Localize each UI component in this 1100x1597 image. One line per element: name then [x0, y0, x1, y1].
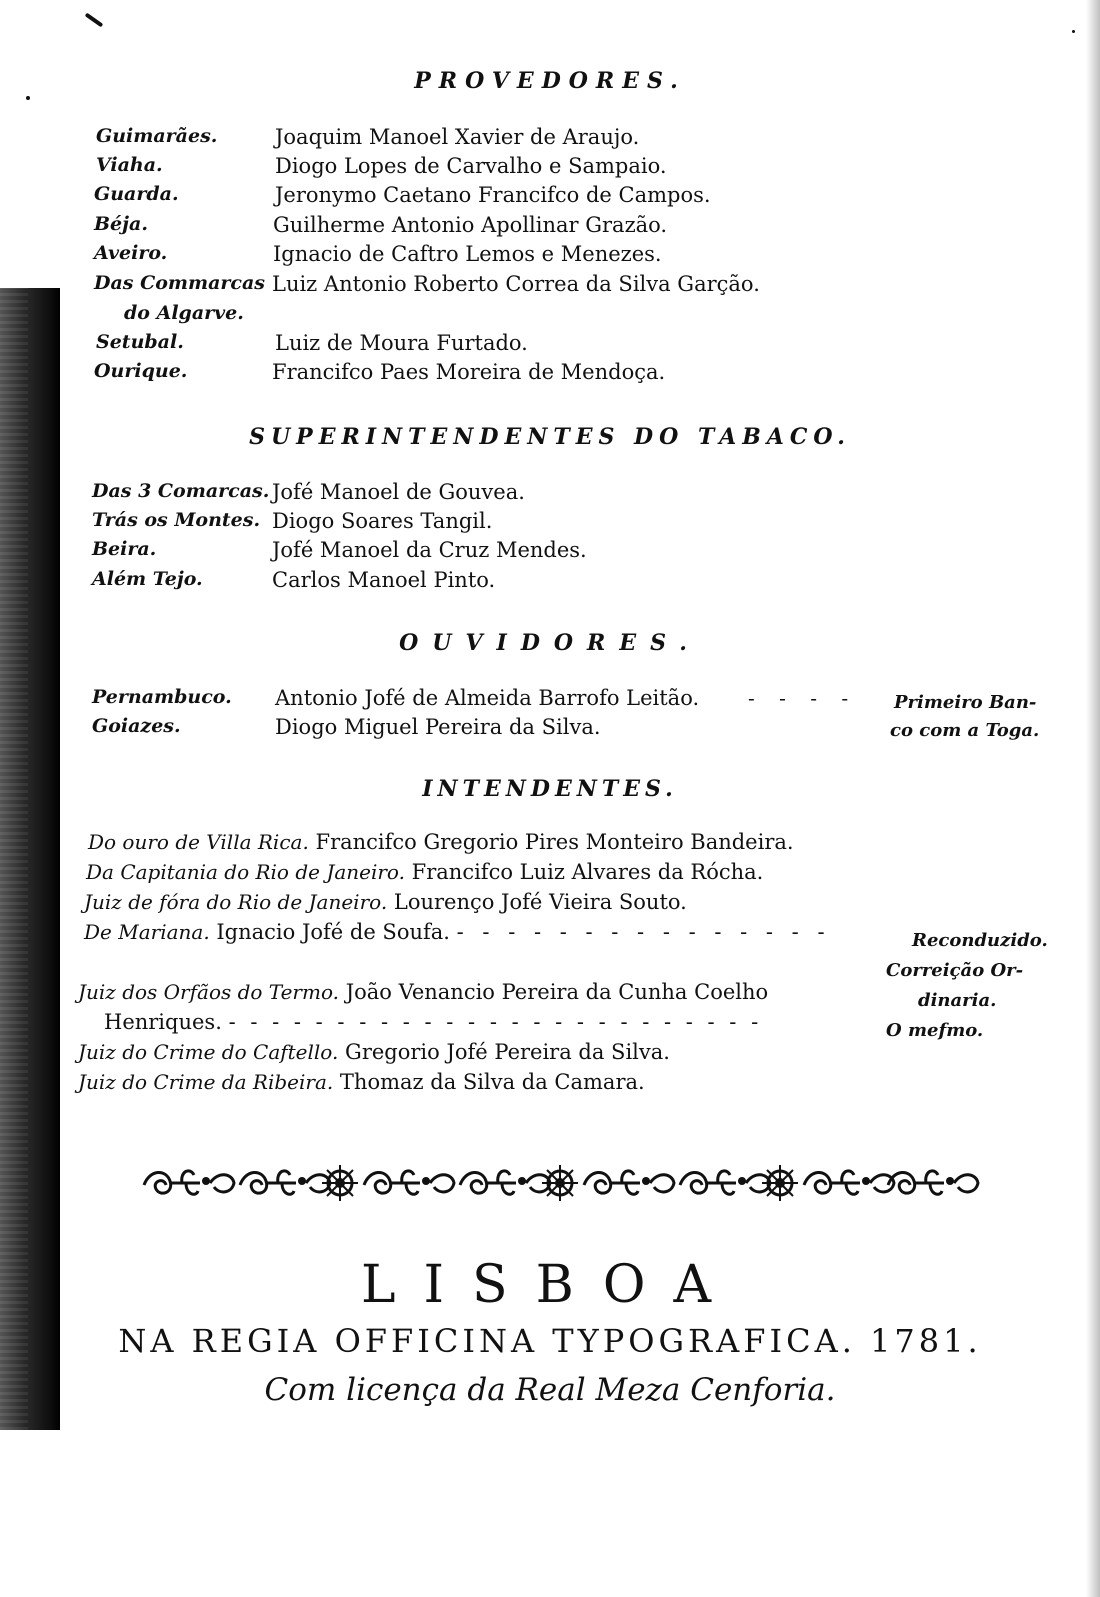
list-item	[78, 1070, 645, 1094]
district-label: Aveiro.	[94, 242, 168, 264]
district-label: Trás os Montes.	[92, 509, 261, 531]
section-heading-superintendentes: SUPERINTENDENTES DO TABACO.	[249, 424, 851, 450]
official-name: Jeronymo Caetano Francifco de Campos.	[275, 183, 711, 207]
official-name: Henriques.	[104, 1010, 222, 1034]
margin-note: dinaria.	[918, 990, 997, 1011]
list-item	[78, 980, 768, 1004]
official-name: Guilherme Antonio Apollinar Grazão.	[273, 213, 668, 237]
official-name: Jofé Manoel da Cruz Mendes.	[272, 538, 587, 562]
district-label: Setubal.	[96, 331, 184, 353]
district-label: Guarda.	[94, 183, 179, 205]
list-item	[84, 890, 687, 914]
leader-dots: - - - - - - - - - - - - - - - - - - - - - - - - -	[228, 1010, 763, 1034]
imprint-city: LISBOA	[360, 1255, 740, 1315]
official-name: Gregorio Jofé Pereira da Silva.	[345, 1040, 670, 1064]
margin-note: Reconduzido.	[912, 930, 1048, 951]
list-item	[86, 860, 763, 884]
list-item	[104, 1010, 762, 1034]
margin-note: co com a Toga.	[890, 720, 1040, 741]
official-name: Lourenço Jofé Vieira Souto.	[393, 890, 687, 914]
official-name: Carlos Manoel Pinto.	[272, 568, 496, 592]
official-name: Ignacio Jofé de Soufa.	[216, 920, 450, 944]
office-label: Juiz do Crime do Caftello.	[78, 1040, 339, 1064]
district-label: Goiazes.	[92, 715, 181, 737]
district-label: Das 3 Comarcas.	[92, 480, 270, 502]
section-heading-ouvidores: OUVIDORES.	[399, 630, 701, 656]
office-label: Da Capitania do Rio de Janeiro.	[86, 860, 405, 884]
ornamental-border	[140, 1155, 980, 1211]
official-name: Diogo Lopes de Carvalho e Sampaio.	[275, 154, 667, 178]
district-label: Pernambuco.	[92, 686, 232, 708]
official-name: Francifco Luiz Alvares da Rócha.	[411, 860, 764, 884]
official-name: Thomaz da Silva da Camara.	[339, 1070, 645, 1094]
office-label: Juiz de fóra do Rio de Janeiro.	[84, 890, 388, 914]
official-name: Francifco Gregorio Pires Monteiro Bandeira.	[315, 830, 794, 854]
margin-note: O mefmo.	[886, 1020, 984, 1041]
margin-note: Primeiro Ban-	[894, 692, 1037, 713]
list-item	[84, 920, 831, 944]
imprint-licence: Com licença da Real Meza Cenforia.	[264, 1372, 836, 1408]
imprint-press: NA REGIA OFFICINA TYPOGRAFICA. 1781.	[118, 1322, 982, 1360]
office-label: Juiz do Crime da Ribeira.	[78, 1070, 334, 1094]
official-name: Antonio Jofé de Almeida Barrofo Leitão.	[275, 686, 700, 710]
office-label: De Mariana.	[84, 920, 210, 944]
ink-speck	[85, 13, 104, 28]
district-label: Além Tejo.	[92, 568, 203, 590]
ink-speck	[26, 96, 30, 100]
district-label: Beira.	[92, 538, 157, 560]
official-name: Jofé Manoel de Gouvea.	[272, 480, 525, 504]
office-label: Do ouro de Villa Rica.	[88, 830, 309, 854]
district-label: Ourique.	[94, 360, 188, 382]
office-label: Juiz dos Orfãos do Termo.	[78, 980, 339, 1004]
district-label: Das Commarcas	[94, 272, 265, 294]
official-name: Diogo Soares Tangil.	[272, 509, 493, 533]
margin-note: Correição Or-	[886, 960, 1024, 981]
official-name: Luiz Antonio Roberto Correa da Silva Garção.	[272, 272, 760, 296]
official-name: João Venancio Pereira da Cunha Coelho	[345, 980, 769, 1004]
district-label: Viaha.	[96, 154, 163, 176]
leader-dots: - - - - - - - - - - - - - - -	[456, 920, 831, 944]
list-item	[78, 1040, 670, 1064]
section-heading-provedores: PROVEDORES.	[414, 68, 686, 94]
district-label: Guimarães.	[96, 125, 218, 147]
list-item	[88, 830, 794, 854]
district-label: Béja.	[94, 213, 148, 235]
official-name: Diogo Miguel Pereira da Silva.	[275, 715, 601, 739]
official-name: Ignacio de Caftro Lemos e Menezes.	[273, 242, 662, 266]
official-name: Joaquim Manoel Xavier de Araujo.	[275, 125, 640, 149]
ink-speck	[1072, 30, 1075, 33]
district-label: do Algarve.	[124, 302, 244, 324]
section-heading-intendentes: INTENDENTES.	[422, 776, 678, 802]
leader-dots: - - - -	[748, 686, 858, 710]
official-name: Francifco Paes Moreira de Mendoça.	[272, 360, 666, 384]
official-name: Luiz de Moura Furtado.	[275, 331, 528, 355]
